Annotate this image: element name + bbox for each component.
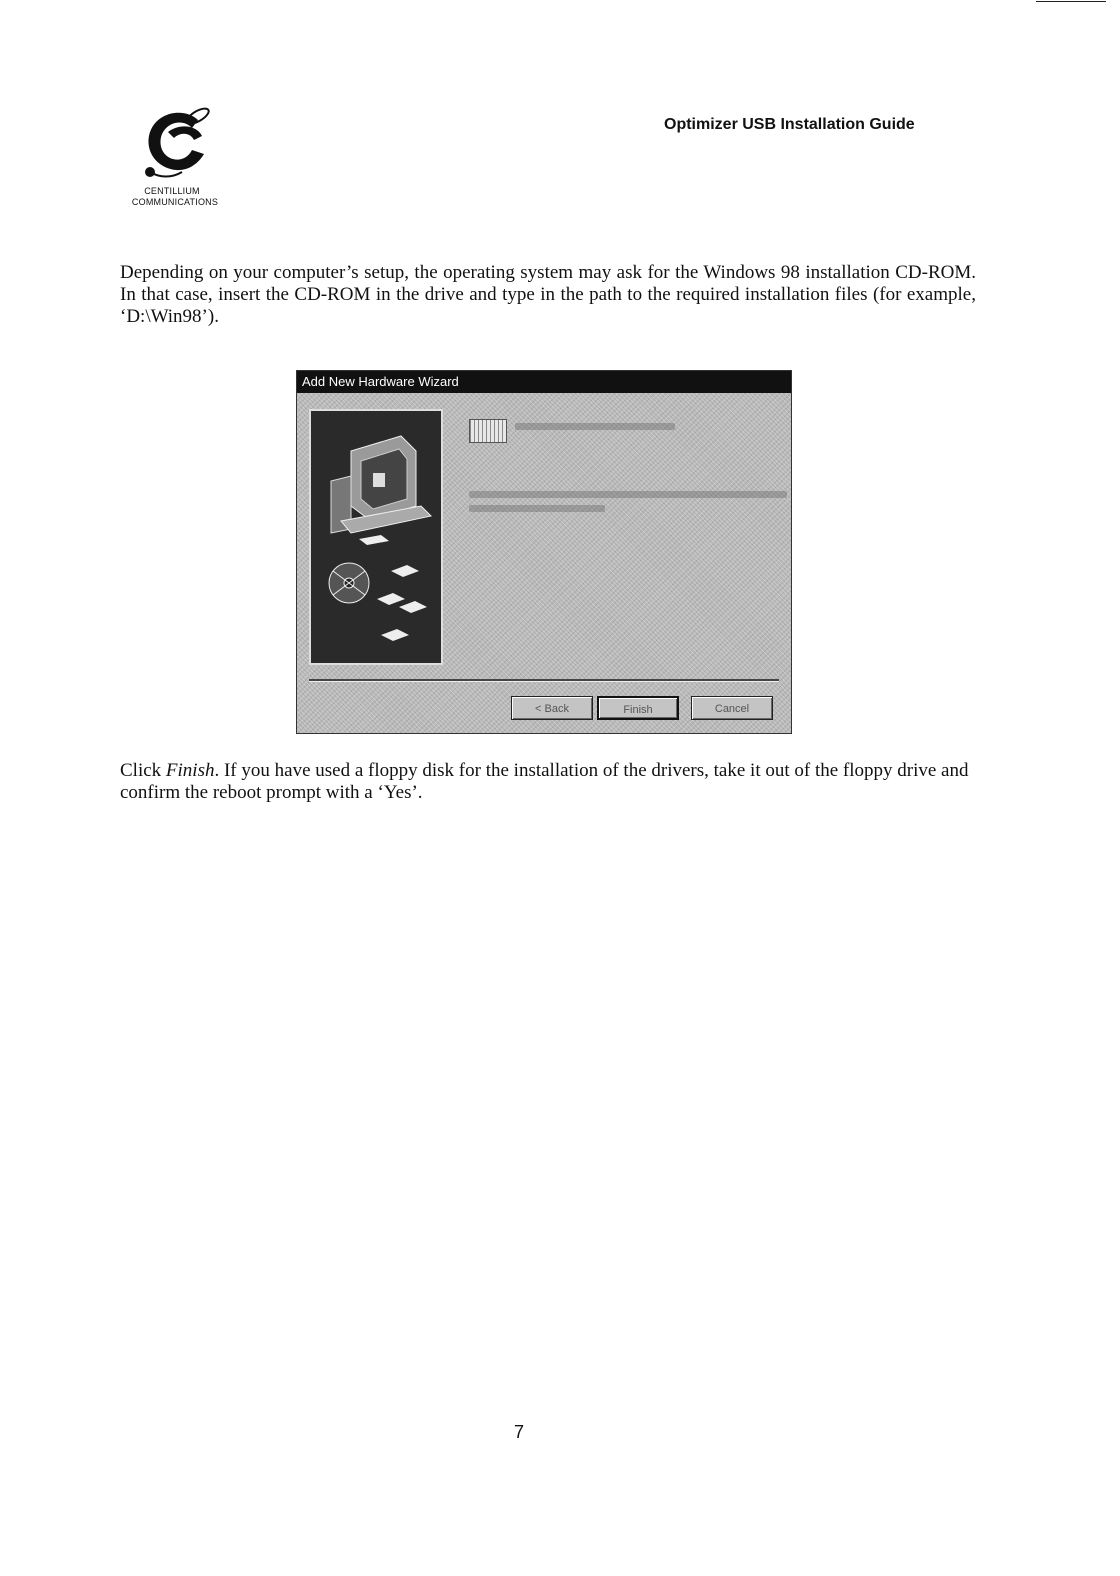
paragraph-cdrom: Depending on your computer’s setup, the operating system may ask for the Windows 98 installation CD-ROM. In that case, insert the CD-ROM in the drive and type in the path to the required installation files (for example, ‘D:\Win98’). (120, 262, 976, 327)
wizard-title-bar: Add New Hardware Wizard (297, 371, 791, 393)
wizard-illustration (309, 409, 443, 665)
wizard-message-line2 (469, 505, 605, 512)
logo-mark-icon (138, 106, 214, 186)
computer-install-icon (311, 411, 441, 663)
usb-device-icon (469, 419, 507, 443)
finish-button[interactable]: Finish (597, 696, 679, 720)
paragraph-finish (120, 760, 976, 804)
finish-prefix: Click (120, 760, 166, 781)
logo-text-line1: CENTILLIUM (144, 186, 200, 196)
wizard-message-line1 (469, 491, 787, 498)
finish-emphasis: Finish (165, 760, 215, 781)
company-logo (118, 106, 238, 208)
wizard-screenshot (296, 370, 792, 734)
wizard-separator (309, 679, 779, 682)
back-button[interactable]: < Back (511, 696, 593, 720)
cancel-button[interactable]: Cancel (691, 696, 773, 720)
top-rule (1036, 1, 1106, 2)
guide-title: Optimizer USB Installation Guide (664, 116, 915, 133)
page-number: 7 (514, 1422, 525, 1442)
logo-text-line2: COMMUNICATIONS (131, 197, 219, 207)
finish-suffix: . If you have used a floppy disk for the installation of the drivers, take it out of the floppy drive and confirm the reboot prompt with a ‘Yes’. (120, 760, 969, 803)
wizard-heading-text (515, 423, 675, 430)
